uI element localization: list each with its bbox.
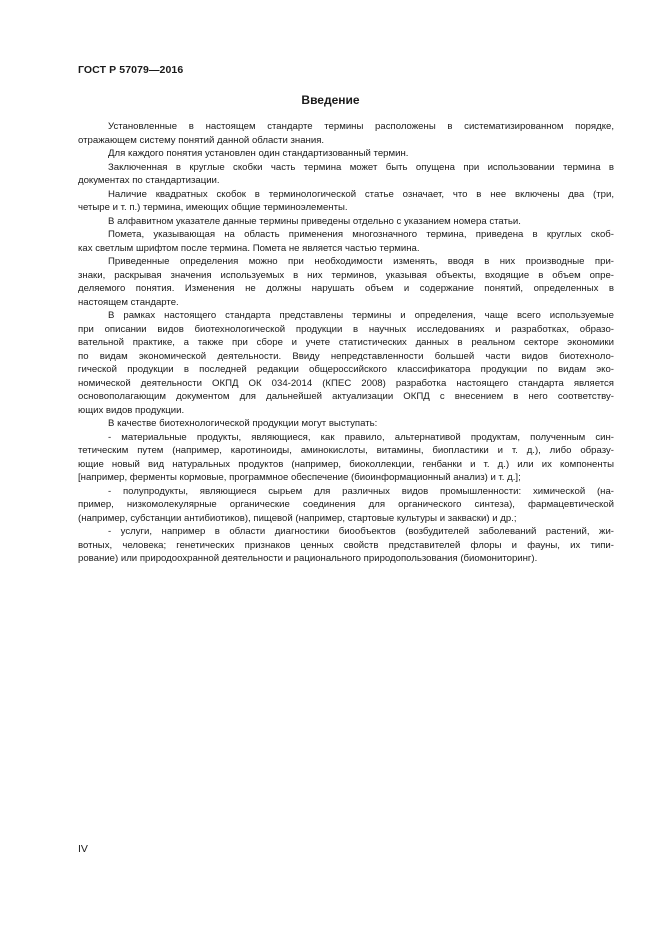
document-body (78, 120, 614, 566)
text-line: - полупродукты, являющиеся сырьем для различных видов промышленности: химической (на- (108, 485, 614, 497)
text-line: настоящем стандарте. (78, 296, 179, 308)
text-line: Установленные в настоящем стандарте термины расположены в систематизированном порядке, (108, 121, 614, 132)
text-line: Приведенные определения можно при необходимости изменять, вводя в них производные при- (108, 256, 614, 267)
section-title: Введение (301, 93, 360, 107)
text-line: рование) или природоохранной деятельности и рационального природопользования (биомониторинг). (78, 553, 538, 564)
text-line: основополагающим документом для дальнейшей актуализации ОКПД с внесением в него соответству- (78, 391, 614, 402)
text-line: В алфавитном указателе данные термины приведены отдельно с указанием номера статьи. (108, 215, 521, 227)
text-line: гической продукции в последней редакции общероссийского классификатора продукции по видам эко- (78, 364, 614, 375)
text-line: - материальные продукты, являющиеся, как правило, альтернативой продуктам, полученным син- (108, 431, 614, 443)
text-line: (например, субстанции антибиотиков), пищевой (например, стартовые культуры и закваски) и др.; (78, 512, 517, 524)
text-line: знаки, раскрывая значения используемых в них терминов, указывая объекты, входящие в объем опре- (78, 269, 614, 281)
document-header: ГОСТ Р 57079—2016 (78, 64, 184, 76)
text-line: четыре и т. п.) термина, имеющих общие терминоэлементы. (78, 202, 348, 213)
text-line: деляемого понятия. Изменения не должны нарушать объем и содержание понятий, определенных в (78, 283, 614, 294)
text-line: Для каждого понятия установлен один стандартизованный термин. (108, 148, 409, 159)
text-line: отражающем систему понятий данной области знания. (78, 134, 325, 146)
text-line: вательной практике, а также при сборе и учете статистических данных в реальном секторе экономики (78, 337, 614, 348)
text-line: пример, низкомолекулярные органические соединения для органического синтеза), фармацевтической (78, 499, 614, 510)
text-line: В рамках настоящего стандарта представлены термины и определения, чаще всего используемые (108, 310, 614, 321)
text-line: В качестве биотехнологической продукции могут выступать: (108, 418, 378, 429)
text-line: вотных, человека; генетических признаков ценных свойств представителей флоры и фауны, их типи- (78, 539, 614, 551)
text-line: по видам экономической деятельности. Ввиду непредставленности большей части видов биотехноло- (78, 350, 614, 362)
text-line: номической деятельности ОКПД ОК 034-2014 (КПЕС 2008) разработка настоящего стандарта является (78, 377, 614, 389)
text-line: ющих видов продукции. (78, 404, 185, 416)
page-number: IV (78, 843, 88, 855)
text-line: Помета, указывающая на область применения многозначного термина, приведена в круглых скоб- (108, 229, 614, 240)
text-line: [например, ферменты кормовые, программное обеспечение (биоинформационный анализ) и т. д.]; (78, 472, 521, 483)
text-line: при описании видов биотехнологической продукции в научных исследованиях и разработках, образо- (78, 323, 614, 335)
text-line: Заключенная в круглые скобки часть термина может быть опущена при использовании термина в (108, 161, 614, 173)
text-line: - услуги, например в области диагностики биообъектов (возбудителей заболеваний растений, жи- (108, 526, 614, 537)
text-line: ющие новый вид натуральных продуктов (например, биоколлекции, генбанки и т. д.) или их компоненты (78, 458, 614, 470)
text-line: документах по стандартизации. (78, 175, 220, 186)
text-line: тетическим путем (например, каротиноиды, аминокислоты, витамины, биопластики и т. д.), либо образу- (78, 445, 614, 456)
text-line: Наличие квадратных скобок в терминологической статье означает, что в нее включены два (три, (108, 188, 614, 200)
text-line: ках светлым шрифтом после термина. Помета не является частью термина. (78, 242, 420, 254)
